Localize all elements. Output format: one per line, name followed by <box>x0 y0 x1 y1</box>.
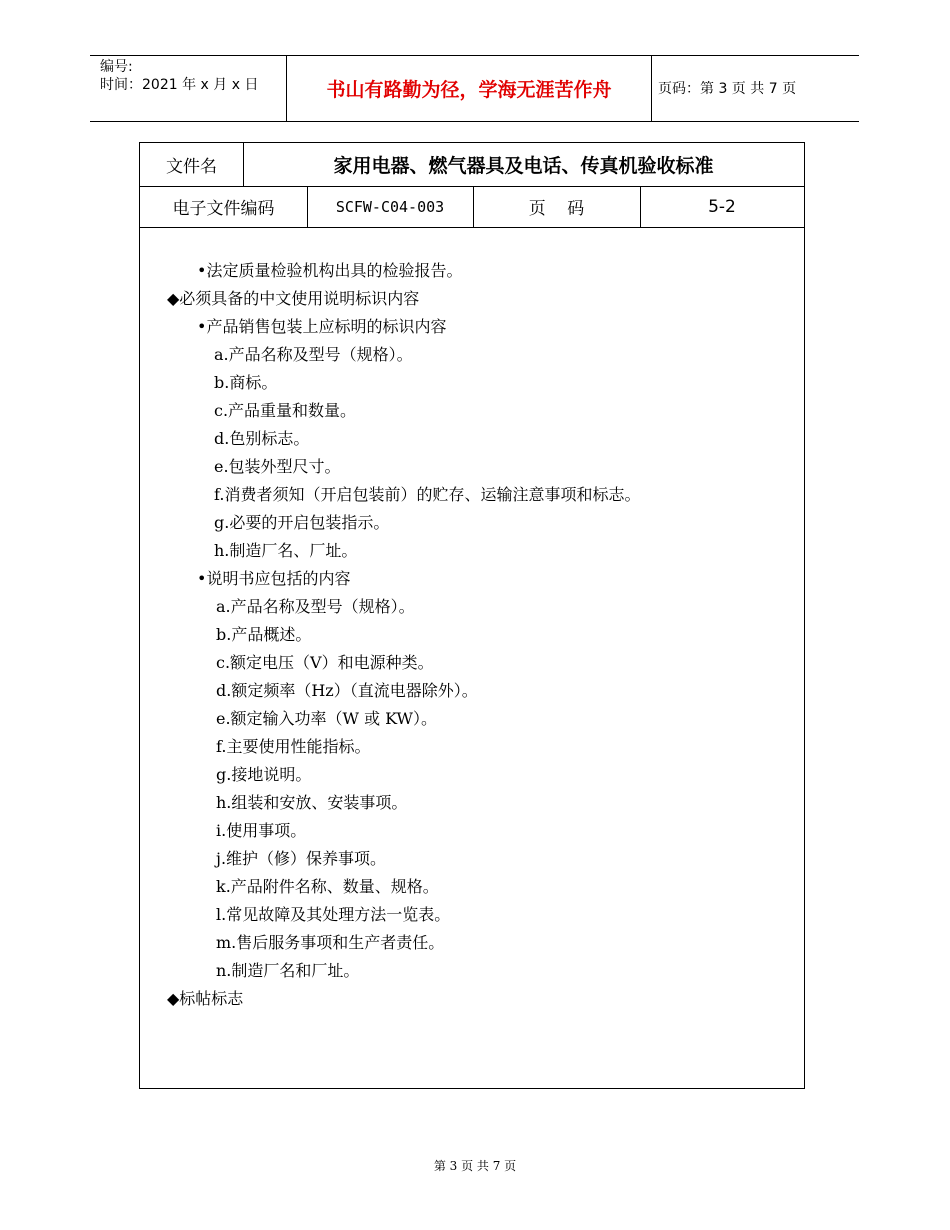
header-motto: 书山有路勤为径，学海无涯苦作舟 <box>326 78 612 101</box>
list-item: k.产品附件名称、数量、规格。 <box>216 877 439 896</box>
file-code-value: SCFW-C04-003 <box>335 197 445 216</box>
section-heading: ◆标帖标志 <box>167 989 244 1008</box>
list-item: b.产品概述。 <box>216 625 312 644</box>
list-item: g.接地说明。 <box>216 765 312 784</box>
list-item: f.主要使用性能指标。 <box>216 737 371 756</box>
table-row-divider <box>140 227 804 228</box>
list-item: e.包装外型尺寸。 <box>214 457 341 476</box>
page-footer: 第 3 页 共 7 页 <box>433 1159 517 1173</box>
page-value: 5-2 <box>708 196 736 217</box>
content-subheading: •说明书应包括的内容 <box>197 569 351 588</box>
list-item: c.产品重量和数量。 <box>214 401 357 420</box>
list-item: b.商标。 <box>214 373 278 392</box>
list-item: a.产品名称及型号（规格）。 <box>214 345 413 364</box>
list-item: d.色别标志。 <box>214 429 310 448</box>
header-bottom-rule <box>90 121 859 122</box>
list-item: d.额定频率（Hz）（直流电器除外）。 <box>216 681 478 700</box>
list-item: m.售后服务事项和生产者责任。 <box>216 933 445 952</box>
list-item: a.产品名称及型号（规格）。 <box>216 597 415 616</box>
list-item: i.使用事项。 <box>216 821 307 840</box>
header-page-info: 页码：第 3 页 共 7 页 <box>658 81 797 97</box>
header-divider <box>651 55 652 121</box>
list-item: f.消费者须知（开启包装前）的贮存、运输注意事项和标志。 <box>214 485 641 504</box>
list-item: e.额定输入功率（W 或 KW）。 <box>216 709 438 728</box>
doc-time: 时间：2021 年 x 月 x 日 <box>100 77 259 93</box>
section-heading: ◆必须具备的中文使用说明标识内容 <box>167 289 420 308</box>
list-item: g.必要的开启包装指示。 <box>214 513 390 532</box>
list-item: c.额定电压（V）和电源种类。 <box>216 653 434 672</box>
page-label: 页 码 <box>528 199 585 219</box>
list-item: j.维护（修）保养事项。 <box>216 849 387 868</box>
doc-number-label: 编号: <box>100 59 133 75</box>
list-item: h.组装和安放、安装事项。 <box>216 793 408 812</box>
file-name-label: 文件名 <box>166 157 217 177</box>
document-title: 家用电器、燃气器具及电话、传真机验收标准 <box>333 155 714 177</box>
header-meta <box>100 58 258 94</box>
list-item: l.常见故障及其处理方法一览表。 <box>216 905 451 924</box>
content-line: •法定质量检验机构出具的检验报告。 <box>197 261 463 280</box>
content-subheading: •产品销售包装上应标明的标识内容 <box>197 317 447 336</box>
file-code-label: 电子文件编码 <box>172 199 275 219</box>
list-item: n.制造厂名和厂址。 <box>216 961 360 980</box>
list-item: h.制造厂名、厂址。 <box>214 541 358 560</box>
